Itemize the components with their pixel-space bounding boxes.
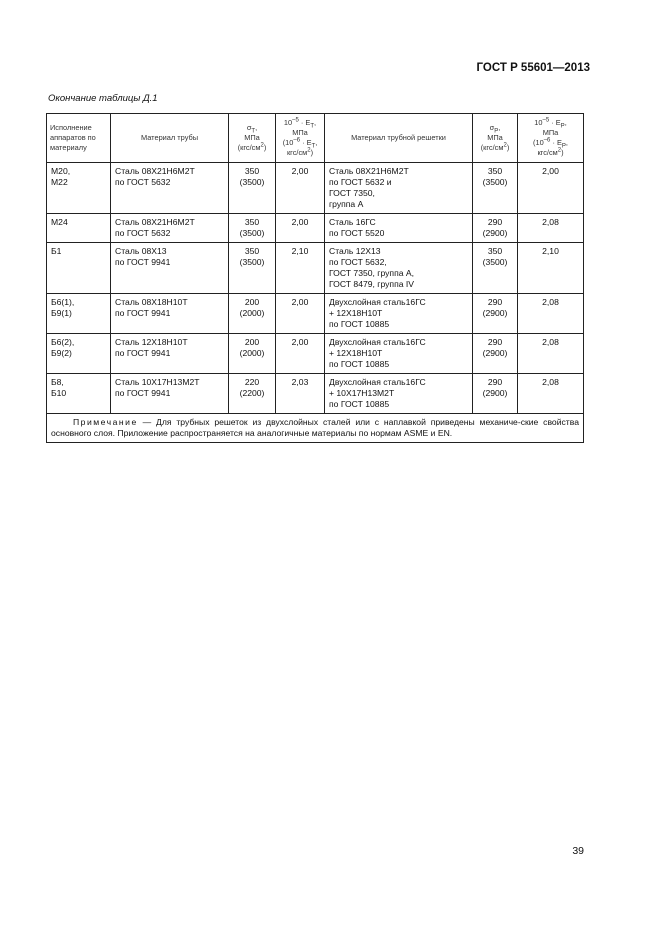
cell-tube: Сталь 12Х18Н10Т по ГОСТ 9941: [111, 334, 229, 374]
cell-sheet: Двухслойная сталь16ГС + 10Х17Н13М2Т по ГОСТ 10885: [325, 374, 473, 414]
header-e-t: [276, 114, 325, 163]
cell-sheet: Двухслойная сталь16ГС + 12Х18Н10Т по ГОСТ 10885: [325, 334, 473, 374]
e-p-mid: · E: [549, 118, 561, 127]
e-p-sub1: P: [560, 123, 565, 130]
table-caption: Окончание таблицы Д.1: [48, 93, 158, 104]
table-row: [47, 163, 584, 214]
sigma-t-unit: МПа: [244, 133, 260, 142]
e-p-pre: 10: [534, 118, 543, 127]
cell-tube: Сталь 08Х13 по ГОСТ 9941: [111, 243, 229, 294]
e-t-alt-unit: кгс/см: [286, 148, 308, 157]
cell-e-p: 2,10: [518, 243, 584, 294]
cell-execution: Б8, Б10: [47, 374, 111, 414]
cell-execution: Б1: [47, 243, 111, 294]
e-p-alt-mid: · E: [550, 138, 562, 147]
cell-sigma-t: 220 (2200): [229, 374, 276, 414]
e-t-alt-mid: · E: [300, 138, 312, 147]
cell-e-p: 2,08: [518, 334, 584, 374]
cell-sheet: Сталь 16ГС по ГОСТ 5520: [325, 214, 473, 243]
table-row: [47, 374, 584, 414]
table-row: [47, 243, 584, 294]
cell-sigma-t: 350 (3500): [229, 243, 276, 294]
cell-execution: Б6(1), Б9(1): [47, 294, 111, 334]
note-row: [47, 414, 584, 443]
e-p-unit: МПа: [542, 128, 559, 137]
e-t-unit: МПа: [292, 128, 308, 137]
materials-table: [46, 113, 584, 443]
header-tube-material: Материал трубы: [111, 114, 229, 163]
cell-sheet: Двухслойная сталь16ГС + 12Х18Н10Т по ГОСТ 10885: [325, 294, 473, 334]
cell-sigma-t: 350 (3500): [229, 163, 276, 214]
sigma-p-sub: P: [494, 128, 499, 135]
sigma-p-unit-alt: (кгс/см: [480, 143, 504, 152]
e-p-sup1: –5: [542, 117, 550, 124]
e-p-sup2: –6: [543, 137, 551, 144]
sigma-p-unit-sup: 2: [503, 142, 507, 149]
e-p-sub2: P: [561, 143, 566, 150]
sigma-t-unit-sup: 2: [260, 142, 264, 149]
cell-e-p: 2,08: [518, 294, 584, 334]
cell-tube: Сталь 08Х18Н10Т по ГОСТ 9941: [111, 294, 229, 334]
e-p-tail2: ,: [565, 138, 568, 147]
page-number: 39: [572, 845, 584, 857]
cell-execution: Б6(2), Б9(2): [47, 334, 111, 374]
cell-sigma-p: 290 (2900): [473, 214, 518, 243]
standard-number: ГОСТ Р 55601—2013: [476, 62, 590, 74]
cell-tube: Сталь 10Х17Н13М2Т по ГОСТ 9941: [111, 374, 229, 414]
cell-e-p: 2,00: [518, 163, 584, 214]
sigma-t-sub: T: [251, 128, 256, 135]
header-sigma-t: $\sigma_T$, МПа $(кгс/см^2)$: [229, 114, 276, 163]
cell-execution: М20, М22: [47, 163, 111, 214]
cell-sigma-p: 350 (3500): [473, 243, 518, 294]
cell-sigma-p: 290 (2900): [473, 334, 518, 374]
e-t-sub2: T: [311, 143, 316, 150]
e-p-sup3: 2: [557, 147, 562, 154]
sigma-p-symbol: σ: [489, 123, 495, 132]
header-sigma-p: $\sigma_P$, МПа $(кгс/см^2)$: [473, 114, 518, 163]
cell-sigma-t: 350 (3500): [229, 214, 276, 243]
cell-e-p: 2,08: [518, 374, 584, 414]
cell-sheet: Сталь 12Х13 по ГОСТ 5632, ГОСТ 7350, группа А, ГОСТ 8479, группа IV: [325, 243, 473, 294]
e-t-mid: · E: [298, 118, 311, 127]
e-t-sup1: –5: [292, 117, 299, 124]
sigma-p-unit-close: ): [506, 143, 510, 152]
e-p-alt-pre: (10: [533, 138, 544, 147]
header-e-p: [518, 114, 584, 163]
e-t-sub1: T: [310, 123, 315, 130]
cell-sigma-t: 200 (2000): [229, 334, 276, 374]
table-row: [47, 214, 584, 243]
cell-e-t: 2,00: [276, 214, 325, 243]
note-text: — Для трубных решеток из двухслойных сталей или с наплавкой приведены механиче-ские свойства основного слоя. Приложение распространяется на аналогичные материалы по нормам ASME и EN.: [51, 417, 579, 438]
e-t-sup3: 2: [307, 147, 311, 154]
table-note: [47, 414, 584, 443]
cell-e-p: 2,08: [518, 214, 584, 243]
cell-sigma-p: 350 (3500): [473, 163, 518, 214]
e-p-alt-close: ): [561, 148, 564, 157]
e-t-tail2: ,: [315, 138, 318, 147]
e-p-alt-unit: кгс/см: [537, 148, 558, 157]
cell-e-t: 2,00: [276, 163, 325, 214]
cell-sigma-p: 290 (2900): [473, 374, 518, 414]
e-p-tail1: ,: [564, 118, 567, 127]
e-t-pre: 10: [283, 118, 293, 127]
e-t-sup2: –6: [293, 137, 301, 144]
e-t-alt-pre: (10: [282, 138, 294, 147]
table-row: [47, 334, 584, 374]
cell-execution: М24: [47, 214, 111, 243]
cell-e-t: 2,10: [276, 243, 325, 294]
cell-sigma-p: 290 (2900): [473, 294, 518, 334]
header-execution: Исполнение аппаратов по материалу: [47, 114, 111, 163]
cell-sheet: Сталь 08Х21Н6М2Т по ГОСТ 5632 и ГОСТ 7350, группа А: [325, 163, 473, 214]
cell-e-t: 2,00: [276, 294, 325, 334]
cell-tube: Сталь 08Х21Н6М2Т по ГОСТ 5632: [111, 214, 229, 243]
cell-e-t: 2,00: [276, 334, 325, 374]
sigma-t-unit-close: ): [263, 143, 267, 152]
table-header-row: [47, 114, 584, 163]
sigma-p-unit: МПа: [487, 133, 503, 142]
cell-e-t: 2,03: [276, 374, 325, 414]
cell-sigma-t: 200 (2000): [229, 294, 276, 334]
note-label: Примечание: [73, 417, 138, 427]
cell-tube: Сталь 08Х21Н6М2Т по ГОСТ 5632: [111, 163, 229, 214]
header-sheet-material: Материал трубной решетки: [325, 114, 473, 163]
sigma-t-symbol: σ: [246, 123, 252, 132]
e-t-alt-close: ): [310, 148, 314, 157]
sigma-t-unit-alt: (кгс/см: [237, 143, 261, 152]
table-row: [47, 294, 584, 334]
e-t-tail1: ,: [314, 118, 317, 127]
